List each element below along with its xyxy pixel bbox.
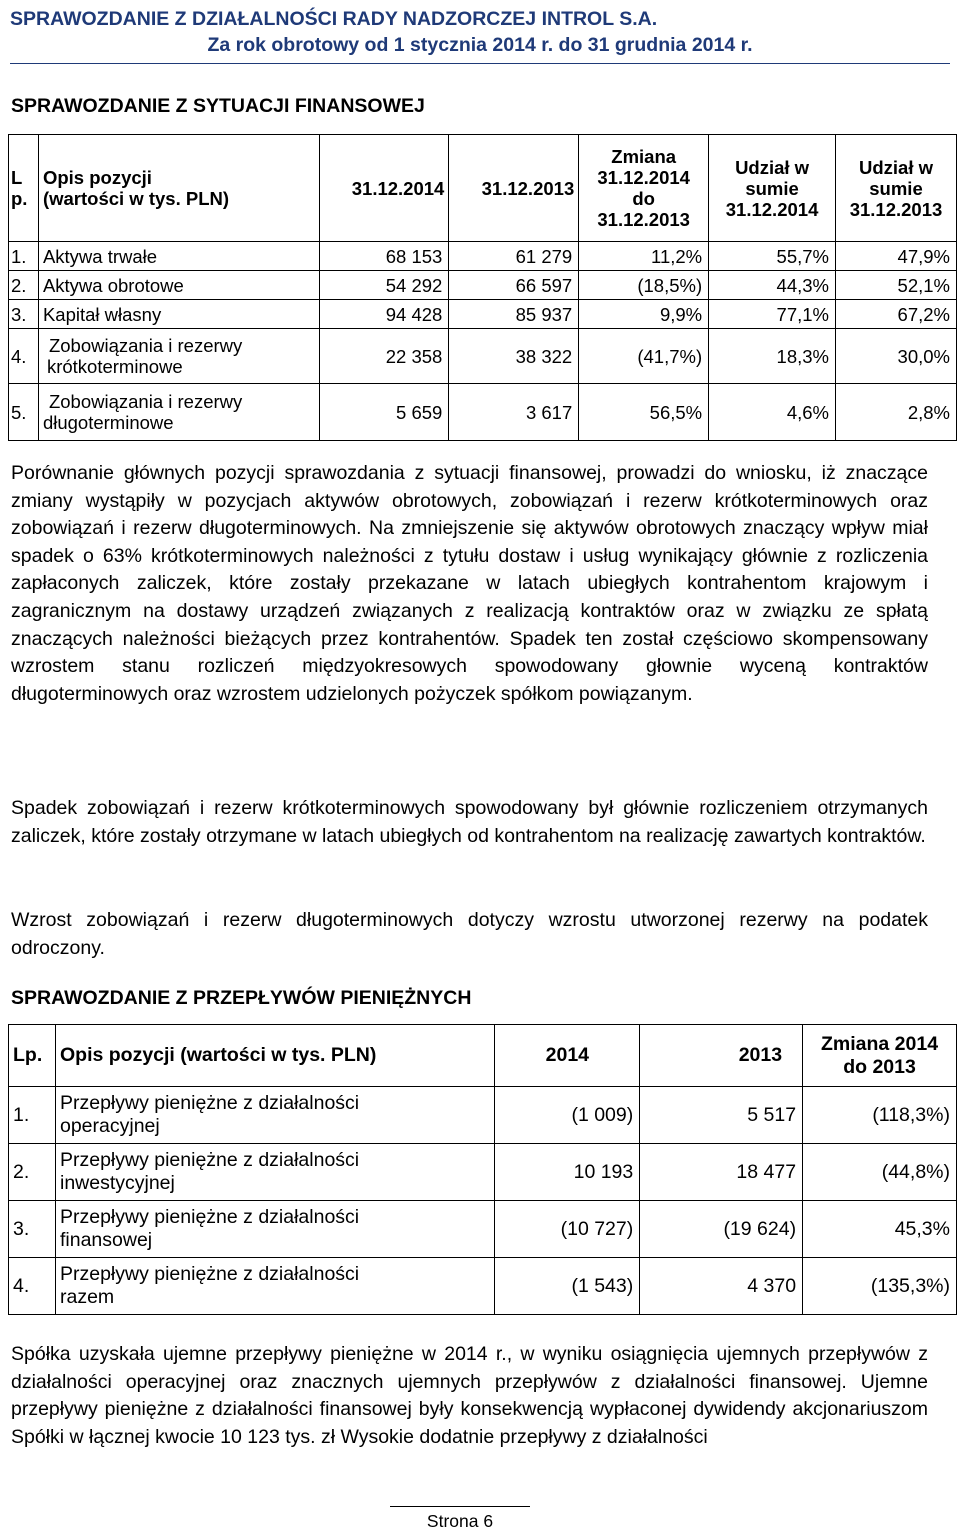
row-name-line: Przepływy pieniężne z działalności — [59, 1149, 360, 1171]
row-name: Aktywa obrotowe — [38, 271, 320, 300]
row-value-2013: 66 597 — [449, 271, 579, 300]
row-lp: 4. — [9, 1258, 56, 1315]
header-change-line: Zmiana 2014 — [821, 1032, 939, 1055]
header-share-line: sumie — [869, 177, 923, 199]
table-row — [9, 1258, 957, 1315]
header-change-line: Zmiana — [611, 146, 677, 167]
header-2013: 2013 — [640, 1025, 803, 1087]
header-share-line: sumie — [745, 177, 799, 199]
table-row — [9, 300, 957, 329]
row-share-2013: 2,8% — [836, 384, 957, 441]
row-share-2013: 52,1% — [836, 271, 957, 300]
row-change: 56,5% — [579, 384, 709, 441]
row-name-line: krótkoterminowe — [46, 356, 183, 377]
header-change-line: do 2013 — [843, 1055, 916, 1078]
row-name-line: Przepływy pieniężne z działalności — [59, 1092, 360, 1114]
row-value-2013: 4 370 — [640, 1258, 803, 1315]
row-value-2013: 3 617 — [449, 384, 579, 441]
row-name-line: razem — [59, 1286, 115, 1308]
header-description-line: Opis pozycji — [42, 167, 152, 188]
row-name-line: Przepływy pieniężne z działalności — [59, 1263, 360, 1285]
header-lp — [9, 135, 39, 242]
row-share-2013: 67,2% — [836, 300, 957, 329]
cash-flow-table — [8, 1024, 957, 1315]
row-lp: 1. — [9, 1087, 56, 1144]
row-share-2014: 4,6% — [709, 384, 836, 441]
header-share-line: 31.12.2013 — [849, 198, 943, 220]
table-row — [9, 1144, 957, 1201]
header-share-2014 — [709, 135, 836, 242]
row-name-line: Przepływy pieniężne z działalności — [59, 1206, 360, 1228]
header-description — [38, 135, 320, 242]
header-change — [803, 1025, 957, 1087]
row-lp: 3. — [9, 300, 39, 329]
header-lp: Lp. — [9, 1025, 56, 1087]
row-name — [55, 1144, 494, 1201]
row-value-2014: 10 193 — [495, 1144, 640, 1201]
row-lp: 4. — [9, 329, 39, 384]
document-header — [10, 6, 950, 58]
header-change-line: do — [632, 188, 655, 209]
row-share-2013: 30,0% — [836, 329, 957, 384]
row-name-line: operacyjnej — [59, 1115, 160, 1137]
row-name-line: Zobowiązania i rezerwy — [48, 391, 243, 412]
header-2014: 2014 — [495, 1025, 640, 1087]
row-value-2013: (19 624) — [640, 1201, 803, 1258]
table-row — [9, 242, 957, 271]
row-name-line: finansowej — [59, 1229, 153, 1251]
row-change: (118,3%) — [803, 1087, 957, 1144]
row-lp: 2. — [9, 271, 39, 300]
header-share-2013 — [836, 135, 957, 242]
row-lp: 3. — [9, 1201, 56, 1258]
row-value-2013: 61 279 — [449, 242, 579, 271]
row-change: 45,3% — [803, 1201, 957, 1258]
row-value-2013: 18 477 — [640, 1144, 803, 1201]
row-name: Aktywa trwałe — [38, 242, 320, 271]
row-name — [55, 1258, 494, 1315]
row-change: 9,9% — [579, 300, 709, 329]
row-name-line: inwestycyjnej — [59, 1172, 175, 1194]
table-row — [9, 271, 957, 300]
row-change: 11,2% — [579, 242, 709, 271]
header-rule — [10, 63, 950, 64]
row-value-2013: 85 937 — [449, 300, 579, 329]
header-change — [579, 135, 709, 242]
row-name — [55, 1201, 494, 1258]
row-value-2014: (1 543) — [495, 1258, 640, 1315]
row-value-2014: 5 659 — [320, 384, 449, 441]
row-value-2014: 54 292 — [320, 271, 449, 300]
header-change-line: 31.12.2013 — [597, 209, 690, 230]
row-value-2014: (10 727) — [495, 1201, 640, 1258]
table-row — [9, 384, 957, 441]
row-name: Kapitał własny — [38, 300, 320, 329]
row-name-line: Zobowiązania i rezerwy — [48, 335, 243, 356]
row-lp: 2. — [9, 1144, 56, 1201]
row-value-2014: 22 358 — [320, 329, 449, 384]
row-name — [38, 384, 320, 441]
row-share-2014: 55,7% — [709, 242, 836, 271]
header-title: SPRAWOZDANIE Z DZIAŁALNOŚCI RADY NADZORCZEJ INTROL S.A. — [10, 8, 658, 30]
row-value-2013: 5 517 — [640, 1087, 803, 1144]
analysis-paragraph: Spadek zobowiązań i rezerw krótkoterminowych spowodowany był głównie rozliczeniem otrzymanych zaliczek, które zostały otrzymane w latach ubiegłych od kontrahentom na realizację zawartych kontraktów. — [11, 797, 928, 847]
analysis-paragraph: Wzrost zobowiązań i rezerw długoterminowych dotyczy wzrostu utworzonej rezerwy na podatek odroczony. — [11, 909, 928, 959]
page-number: Strona 6 — [390, 1506, 530, 1532]
row-value-2014: 68 153 — [320, 242, 449, 271]
row-share-2014: 77,1% — [709, 300, 836, 329]
row-share-2014: 44,3% — [709, 271, 836, 300]
financial-position-title: SPRAWOZDANIE Z SYTUACJI FINANSOWEJ — [11, 95, 425, 117]
row-change: (135,3%) — [803, 1258, 957, 1315]
row-value-2014: 94 428 — [320, 300, 449, 329]
row-lp: 5. — [9, 384, 39, 441]
header-lp-line: p. — [11, 188, 28, 209]
table-header-row — [9, 135, 957, 242]
row-name-line: długoterminowe — [42, 412, 174, 433]
financial-position-table — [8, 134, 957, 441]
cash-flow-paragraph: Spółka uzyskała ujemne przepływy pieniężne w 2014 r., w wyniku osiągnięcia ujemnych przepływów z działalności operacyjnej oraz znacznych ujemnych przepływów z działalności finansowej. Ujemne przepływy pieniężne z działalności finansowej były konsekwencją wypłaconej dywidendy akcjonariuszom Spółki w łącznej kwocie 10 123 tys. zł Wysokie dodatnie przepływy z działalności — [11, 1343, 928, 1448]
row-share-2014: 18,3% — [709, 329, 836, 384]
cash-flow-title: SPRAWOZDANIE Z PRZEPŁYWÓW PIENIĘŻNYCH — [11, 987, 472, 1009]
row-change: (41,7%) — [579, 329, 709, 384]
row-value-2013: 38 322 — [449, 329, 579, 384]
header-2014: 31.12.2014 — [320, 135, 449, 242]
table-header-row — [9, 1025, 957, 1087]
row-value-2014: (1 009) — [495, 1087, 640, 1144]
analysis-paragraph: Porównanie głównych pozycji sprawozdania z sytuacji finansowej, prowadzi do wniosku, iż znaczące zmiany wystąpiły w pozycjach aktywów obrotowych, zobowiązań i rezerw krótkoterminowych oraz zobowiązań i rezerw długoterminowych. Na zmniejszenie się aktywów obrotowych znaczący wpływ miał spadek o 63% krótkoterminowych należności z tytułu dostaw i usług wynikający głównie z rozliczenia zapłaconych zaliczek, które zostały przekazane w latach ubiegłych kontrahentom krajowym i zagranicznym na dostawy urządzeń związanych z realizacją kontraktów oraz w związku ze spłatą znaczących należności bieżących przez kontrahentów. Spadek ten został częściowo skompensowany wzrostem stanu rozliczeń międzyokresowych spowodowany głownie wyceną kontraktów długoterminowych oraz wzrostem udzielonych pożyczek spółkom powiązanym. — [11, 462, 928, 705]
header-period: Za rok obrotowy od 1 stycznia 2014 r. do 31 grudnia 2014 r. — [207, 34, 753, 56]
header-description-line: (wartości w tys. PLN) — [42, 188, 230, 209]
header-share-line: 31.12.2014 — [725, 198, 819, 220]
row-change: (18,5%) — [579, 271, 709, 300]
row-name — [55, 1087, 494, 1144]
header-change-line: 31.12.2014 — [597, 167, 690, 188]
table-row — [9, 329, 957, 384]
header-2013: 31.12.2013 — [449, 135, 579, 242]
header-share-line: Udział w — [735, 156, 810, 178]
header-description: Opis pozycji (wartości w tys. PLN) — [55, 1025, 494, 1087]
row-name — [38, 329, 320, 384]
header-lp-line: L — [11, 167, 23, 188]
header-share-line: Udział w — [859, 156, 934, 178]
row-change: (44,8%) — [803, 1144, 957, 1201]
row-share-2013: 47,9% — [836, 242, 957, 271]
table-row — [9, 1087, 957, 1144]
row-lp: 1. — [9, 242, 39, 271]
table-row — [9, 1201, 957, 1258]
